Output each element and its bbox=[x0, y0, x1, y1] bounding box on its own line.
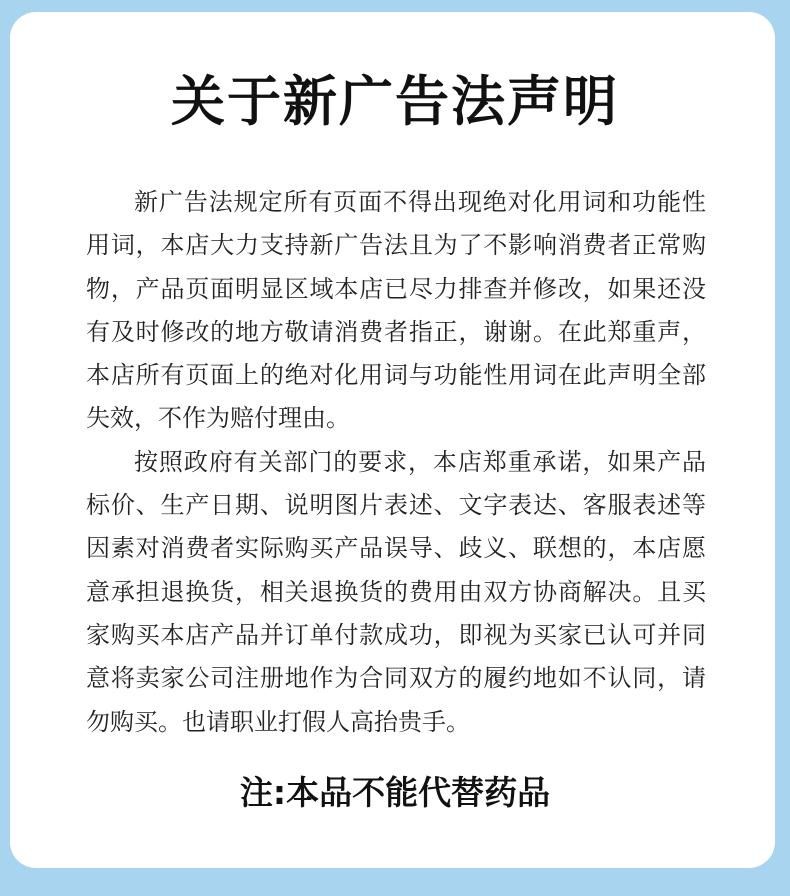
paragraph-store-commitment: 按照政府有关部门的要求，本店郑重承诺，如果产品标价、生产日期、说明图片表述、文字表达、客服表述等因素对消费者实际购买产品误导、歧义、联想的，本店愿意承担退换货，相关退换货的费用由双方协商解决。且买家购买本店产品并订单付款成功，即视为买家已认可并同意将卖家公司注册地作为合同双方的履约地如不认同，请勿购买。也请职业打假人高抬贵手。 bbox=[86, 447, 706, 736]
page-title: 关于新广告法声明 bbox=[171, 70, 619, 133]
paragraph-advertising-law: 新广告法规定所有页面不得出现绝对化用词和功能性用词，本店大力支持新广告法且为了不影响消费者正常购物，产品页面明显区域本店已尽力排查并修改，如果还没有及时修改的地方敬请消费者指正，谢谢。在此郑重声，本店所有页面上的绝对化用词与功能性用词在此声明全部失效，不作为赔付理由。 bbox=[86, 188, 706, 433]
statement-body bbox=[86, 181, 706, 744]
disclaimer-note: 注:本品不能代替药品 bbox=[239, 773, 551, 812]
